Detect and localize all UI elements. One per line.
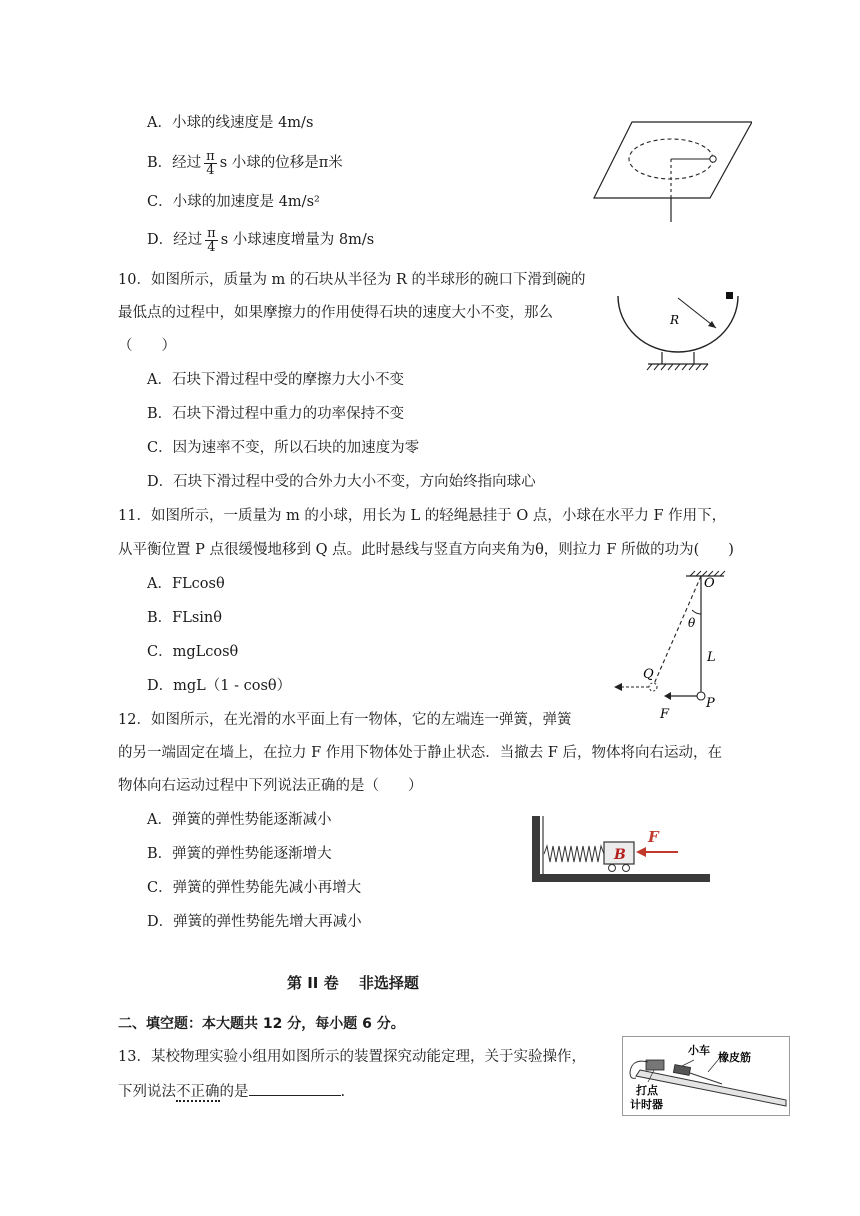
block-label-b: B bbox=[614, 847, 626, 863]
fraction-numerator: π bbox=[206, 148, 215, 164]
radius-label: R bbox=[670, 313, 680, 327]
q13-line2-end: . bbox=[340, 1084, 346, 1100]
q12-option-c: C．弹簧的弹性势能先减小再增大 bbox=[147, 880, 362, 896]
label-q: Q bbox=[643, 667, 654, 682]
wall-edge bbox=[542, 816, 544, 874]
wall bbox=[532, 816, 540, 882]
q12-spring-figure bbox=[530, 814, 712, 886]
q10-option-a: A．石块下滑过程中受的摩擦力大小不变 bbox=[147, 372, 404, 388]
q9-option-a: A．小球的线速度是 4m/s bbox=[147, 115, 314, 131]
q10-stem-line3: （ ） bbox=[118, 338, 176, 354]
wheel-right bbox=[623, 865, 630, 872]
ball-q bbox=[649, 683, 657, 691]
timer-device bbox=[646, 1060, 664, 1070]
q12-stem-line3: 物体向右运动过程中下列说法正确的是（ ） bbox=[118, 778, 423, 794]
section-title: 第 II 卷 非选择题 bbox=[287, 974, 419, 992]
q10-stem-line1: 10．如图所示，质量为 m 的石块从半径为 R 的半球形的碗口下滑到碗的 bbox=[118, 272, 586, 288]
fraction-denominator: 4 bbox=[206, 162, 215, 178]
fraction-numerator: π bbox=[207, 225, 216, 241]
spring bbox=[544, 846, 604, 862]
label-p: P bbox=[706, 696, 715, 711]
q12-option-a: A．弹簧的弹性势能逐渐减小 bbox=[147, 812, 332, 828]
q10-option-b: B．石块下滑过程中重力的功率保持不变 bbox=[147, 406, 405, 422]
q10-option-d: D．石块下滑过程中受的合外力大小不变，方向始终指向球心 bbox=[147, 474, 536, 490]
label-cart: 小车 bbox=[688, 1044, 710, 1057]
label-o: O bbox=[704, 576, 715, 591]
q9-circular-motion-figure bbox=[592, 118, 752, 224]
stone-block bbox=[726, 292, 733, 299]
fraction-denominator: 4 bbox=[207, 239, 216, 255]
label-theta: θ bbox=[688, 616, 696, 630]
force-arrowhead bbox=[636, 847, 646, 857]
q12-option-b: B．弹簧的弹性势能逐渐增大 bbox=[147, 846, 332, 862]
force-q-arrowhead bbox=[614, 683, 622, 691]
q13-stem-line2 bbox=[118, 1081, 345, 1102]
answer-blank[interactable] bbox=[249, 1081, 341, 1096]
q12-stem-line2: 的另一端固定在墙上，在拉力 F 作用下物体处于静止状态．当撤去 F 后，物体将向右运动，在 bbox=[118, 745, 723, 761]
q11-option-b: B．FLsinθ bbox=[147, 610, 222, 626]
q12-stem-line1: 12．如图所示，在光滑的水平面上有一物体，它的左端连一弹簧，弹簧 bbox=[118, 712, 572, 728]
label-timer-1: 打点 bbox=[636, 1084, 658, 1097]
q10-option-c: C．因为速率不变，所以石块的加速度为零 bbox=[147, 440, 420, 456]
force-arrowhead bbox=[664, 692, 671, 700]
label-timer-2: 计时器 bbox=[630, 1098, 663, 1111]
part-heading: 二、填空题：本大题共 12 分，每小题 6 分。 bbox=[118, 1016, 405, 1032]
q9-option-b-suffix: s 小球的位移是π米 bbox=[219, 155, 343, 171]
label-f: F bbox=[660, 707, 670, 722]
q11-stem-line2: 从平衡位置 P 点很缓慢地移到 Q 点。此时悬线与竖直方向夹角为θ，则拉力 F 所做的功为( ) bbox=[118, 542, 734, 558]
plane-outline bbox=[594, 122, 752, 198]
q12-option-d: D．弹簧的弹性势能先增大再减小 bbox=[147, 914, 362, 930]
q13-line2-suffix: 的是 bbox=[219, 1084, 249, 1100]
q9-option-d-suffix: s 小球速度增量为 8m/s bbox=[220, 232, 375, 248]
force-label-f: F bbox=[648, 828, 659, 846]
floor bbox=[532, 874, 710, 882]
wheel-left bbox=[609, 865, 616, 872]
label-l: L bbox=[707, 650, 716, 665]
q11-stem-line1: 11．如图所示，一质量为 m 的小球，用长为 L 的轻绳悬挂于 O 点，小球在水平力 F 作用下， bbox=[118, 508, 727, 524]
angle-arc bbox=[692, 610, 701, 614]
q13-apparatus-figure bbox=[622, 1036, 790, 1116]
q9-option-c: C．小球的加速度是 4m/s² bbox=[147, 194, 320, 210]
ball bbox=[710, 156, 716, 162]
q9-option-d-fraction bbox=[205, 227, 218, 254]
q11-option-d: D．mgL（1 - cosθ） bbox=[147, 678, 292, 694]
q10-bowl-figure bbox=[612, 290, 746, 374]
q9-option-b bbox=[147, 143, 343, 183]
q13-stem-line1: 13．某校物理实验小组用如图所示的装置探究动能定理，关于实验操作， bbox=[118, 1049, 586, 1065]
q11-option-a: A．FLcosθ bbox=[147, 576, 225, 592]
q11-pendulum-figure bbox=[606, 570, 736, 722]
q11-option-c: C．mgLcosθ bbox=[147, 644, 239, 660]
q10-stem-line2: 最低点的过程中，如果摩擦力的作用使得石块的速度大小不变，那么 bbox=[118, 305, 553, 321]
ground-hatch bbox=[647, 364, 708, 370]
q13-emphasis: 不正确 bbox=[176, 1084, 220, 1100]
ball-p bbox=[697, 692, 705, 700]
q9-option-d-prefix: D．经过 bbox=[147, 232, 203, 248]
q13-line2-prefix: 下列说法 bbox=[118, 1084, 176, 1100]
displaced-string bbox=[654, 576, 701, 684]
q9-option-b-prefix: B．经过 bbox=[147, 155, 202, 171]
q9-option-b-fraction bbox=[204, 150, 217, 177]
label-rubber-band: 橡皮筋 bbox=[718, 1051, 751, 1064]
q9-option-d bbox=[147, 220, 374, 260]
